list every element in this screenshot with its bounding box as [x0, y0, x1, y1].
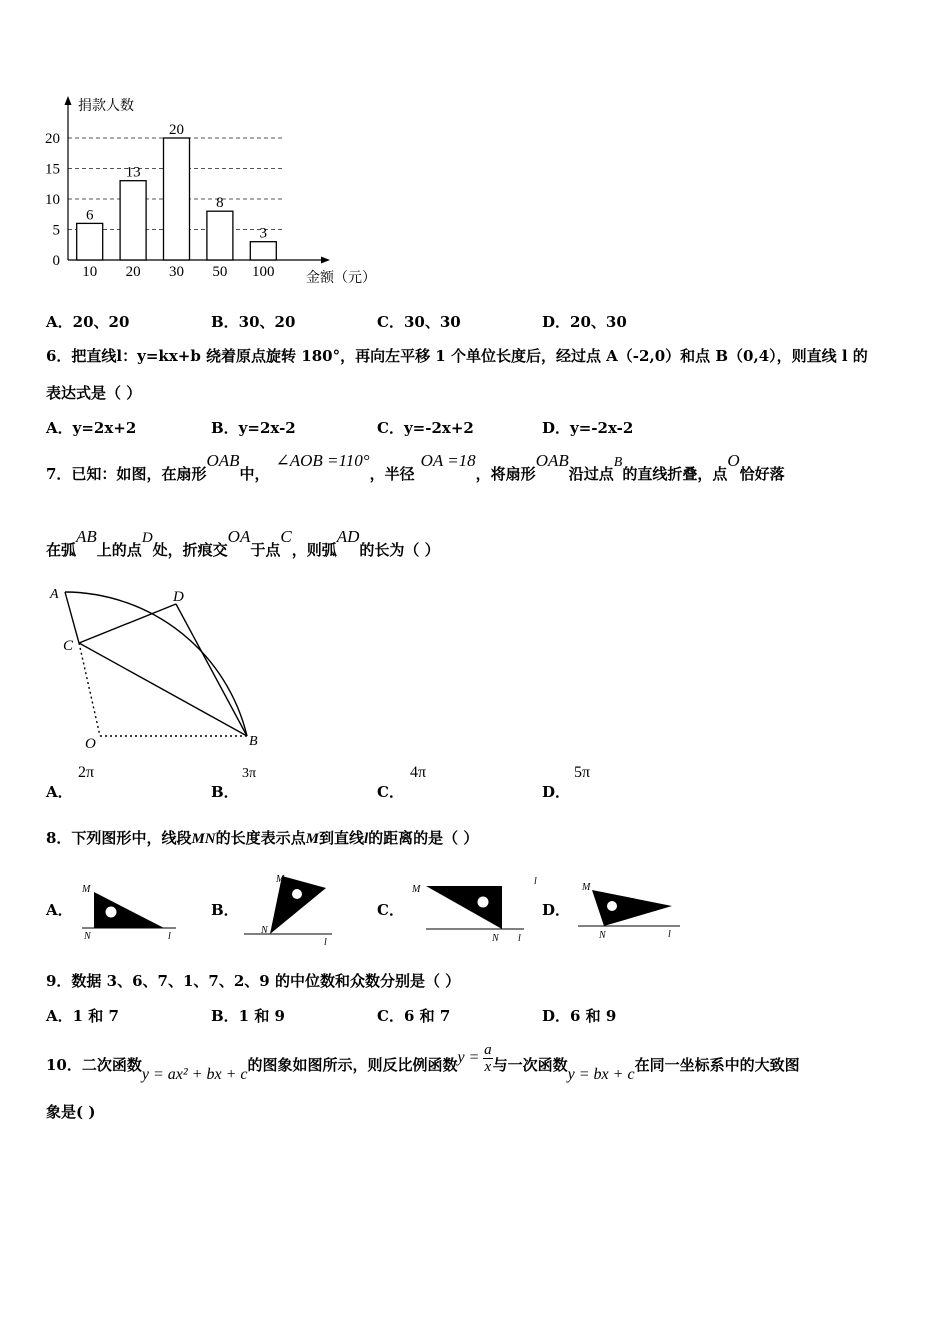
set-square-hole [292, 889, 302, 899]
q6-option-d[interactable]: D．y=-2x-2 [542, 419, 634, 437]
q8-text: 的长度表示点 [215, 829, 306, 847]
inverse-lhs: y = [457, 1048, 480, 1066]
label-c: C [63, 638, 74, 654]
arc-ab [65, 592, 247, 736]
y-tick-label: 10 [45, 192, 60, 208]
q7-text: 于点 [250, 541, 281, 559]
bar [120, 181, 146, 260]
q7-text: 的长为（ ） [359, 541, 440, 559]
segment-cd [79, 604, 176, 643]
y-axis-arrow [65, 96, 72, 105]
set-square-hole [607, 901, 617, 911]
q7-text: 上的点 [96, 541, 142, 559]
label-l: l [668, 929, 671, 940]
bar-data-label: 20 [169, 122, 184, 138]
x-axis-label: 金额（元） [306, 271, 376, 286]
q8-text: 到直线 [318, 829, 364, 847]
bar [250, 242, 276, 260]
q10-text: 的图象如图所示，则反比例函数 [247, 1055, 458, 1074]
q7-option-d[interactable]: D． [542, 783, 571, 801]
q8-text: 8．下列图形中，线段 [46, 829, 192, 847]
bar-data-label: 13 [125, 164, 141, 181]
q9-option-a[interactable]: A．1 和 7 [46, 1007, 119, 1025]
label-o: O [85, 736, 96, 752]
q8-figure-a[interactable] [78, 878, 183, 944]
label-l: l [518, 933, 521, 944]
q10-text: 10．二次函数 [46, 1055, 142, 1074]
q10-math-quadratic: y = ax² + bx + c [141, 1065, 248, 1083]
label-a: A [50, 587, 59, 602]
chart-y-ticks [45, 131, 60, 269]
q7-option-d-value: 5π [574, 764, 591, 781]
label-m: M [582, 882, 591, 893]
q6-stem-line1: 6．把直线l：y=kx+b 绕着原点旋转 180°，再向左平移 1 个单位长度后，经过点 A（-2,0）和点 B（0,4），则直线 l 的 [46, 347, 868, 365]
q10-math-inverse [457, 1042, 492, 1075]
q8-math-mn: MN [191, 831, 216, 847]
label-m: M [82, 884, 91, 895]
q8-math-l: l [364, 831, 369, 847]
q7-stem-line2 [46, 526, 440, 559]
x-tick-label: 100 [252, 264, 275, 280]
q8-figure-b[interactable] [240, 868, 340, 948]
q10-stem-line2: 象是( ) [46, 1103, 96, 1121]
q7-text: 在弧 [46, 541, 77, 559]
q6-option-a[interactable]: A．y=2x+2 [46, 419, 137, 437]
q7-text: 7．已知：如图，在扇形 [46, 465, 207, 483]
q7-text: 沿过点 [568, 465, 614, 483]
fraction [483, 1042, 493, 1075]
q7-option-a[interactable]: A． [46, 783, 73, 801]
q10-math-linear: y = bx + c [567, 1065, 635, 1083]
donation-bar-chart [30, 90, 400, 300]
bar [164, 138, 190, 260]
q8-option-c[interactable]: C． [377, 901, 404, 919]
label-m: M [412, 884, 421, 895]
label-d: D [173, 589, 184, 605]
label-m: M [276, 874, 285, 885]
q7-text: 恰好落 [739, 465, 785, 483]
set-square [94, 892, 164, 928]
fraction-numerator: a [484, 1042, 492, 1058]
q8-math-m: M [305, 831, 319, 847]
q7-text: ，将扇形 [475, 465, 536, 483]
q5-option-a[interactable]: A．20、20 [46, 313, 130, 331]
label-n: N [84, 931, 91, 942]
q7-text: ，则弧 [291, 541, 337, 559]
q9-stem: 9．数据 3、6、7、1、7、2、9 的中位数和众数分别是（ ） [46, 972, 461, 990]
q7-math-arc-ad: AD [336, 527, 360, 546]
bar [77, 223, 103, 260]
q7-math-angle: ∠AOB =110° [275, 451, 370, 470]
x-tick-label: 50 [212, 264, 228, 280]
segment-co-dotted [79, 643, 100, 736]
bar-data-label: 6 [85, 207, 94, 224]
q6-stem-line2: 表达式是（ ） [46, 384, 142, 402]
q7-text: 的直线折叠，点 [622, 465, 728, 483]
q6-option-c[interactable]: C．y=-2x+2 [377, 419, 474, 437]
q8-stem [46, 827, 478, 848]
q7-math-c: C [280, 527, 292, 546]
q9-option-d[interactable]: D．6 和 9 [542, 1007, 617, 1025]
q10-stem-line1 [46, 1040, 800, 1083]
y-axis-label: 捐款人数 [78, 99, 134, 114]
q7-option-b[interactable]: B． [211, 783, 239, 801]
q7-math-oab-2: OAB [535, 451, 569, 470]
segment-ac [65, 592, 79, 643]
q7-option-c-value: 4π [410, 764, 427, 781]
q7-text: 中， [239, 465, 270, 483]
q8-figure-d[interactable] [574, 876, 689, 942]
q8-text: 的距离的是（ ） [368, 829, 479, 847]
q5-option-d[interactable]: D．20、30 [542, 313, 627, 331]
set-square [426, 886, 502, 929]
q7-option-c[interactable]: C． [377, 783, 404, 801]
q7-math-radius: OA =18 [420, 451, 476, 470]
q7-sector-figure [45, 580, 275, 755]
q8-option-a[interactable]: A． [46, 901, 73, 919]
label-n: N [261, 925, 268, 936]
q5-option-b[interactable]: B．30、20 [211, 313, 296, 331]
q9-option-b[interactable]: B．1 和 9 [211, 1007, 285, 1025]
q6-option-b[interactable]: B．y=2x-2 [211, 419, 296, 437]
set-square-hole [478, 897, 489, 908]
q7-option-a-value: 2π [78, 764, 95, 781]
y-tick-label: 15 [45, 161, 60, 178]
label-n: N [492, 933, 499, 944]
set-square-hole [106, 907, 117, 918]
x-axis-arrow [321, 257, 330, 264]
q9-option-c[interactable]: C．6 和 7 [377, 1007, 451, 1025]
label-l: l [324, 937, 327, 948]
x-tick-label: 30 [169, 264, 184, 280]
fraction-denominator: x [484, 1059, 492, 1075]
q8-figure-c[interactable] [406, 872, 541, 946]
label-n: N [599, 930, 606, 941]
bar-data-label: 8 [216, 195, 224, 212]
y-tick-label: 0 [52, 253, 60, 269]
bar [207, 211, 233, 260]
chart-x-ticks [82, 264, 274, 280]
y-tick-label: 5 [52, 222, 60, 239]
q7-stem-line1 [46, 450, 785, 483]
q7-math-b: B [613, 455, 623, 470]
q7-math-oa: OA [227, 527, 251, 546]
q7-option-b-value: 3π [242, 766, 257, 781]
q7-math-d: D [141, 530, 153, 546]
q7-math-o: O [727, 451, 740, 470]
q7-math-oab: OAB [206, 451, 240, 470]
x-tick-label: 20 [125, 264, 141, 280]
x-tick-label: 10 [82, 264, 98, 280]
q7-text: 处，折痕交 [152, 541, 228, 559]
label-l-top: l [534, 876, 537, 887]
label-l: l [168, 931, 171, 942]
label-b: B [249, 734, 258, 749]
q8-option-d[interactable]: D． [542, 901, 571, 919]
q10-text: 与一次函数 [492, 1055, 568, 1074]
y-tick-label: 20 [45, 131, 60, 147]
q8-option-b[interactable]: B． [211, 901, 239, 919]
q10-text: 在同一坐标系中的大致图 [634, 1055, 800, 1074]
q7-math-arc-ab: AB [76, 527, 97, 546]
q5-option-c[interactable]: C．30、30 [377, 313, 461, 331]
q7-text: ，半径 [369, 465, 415, 483]
set-square [592, 890, 672, 926]
bar-data-label: 3 [259, 225, 268, 242]
